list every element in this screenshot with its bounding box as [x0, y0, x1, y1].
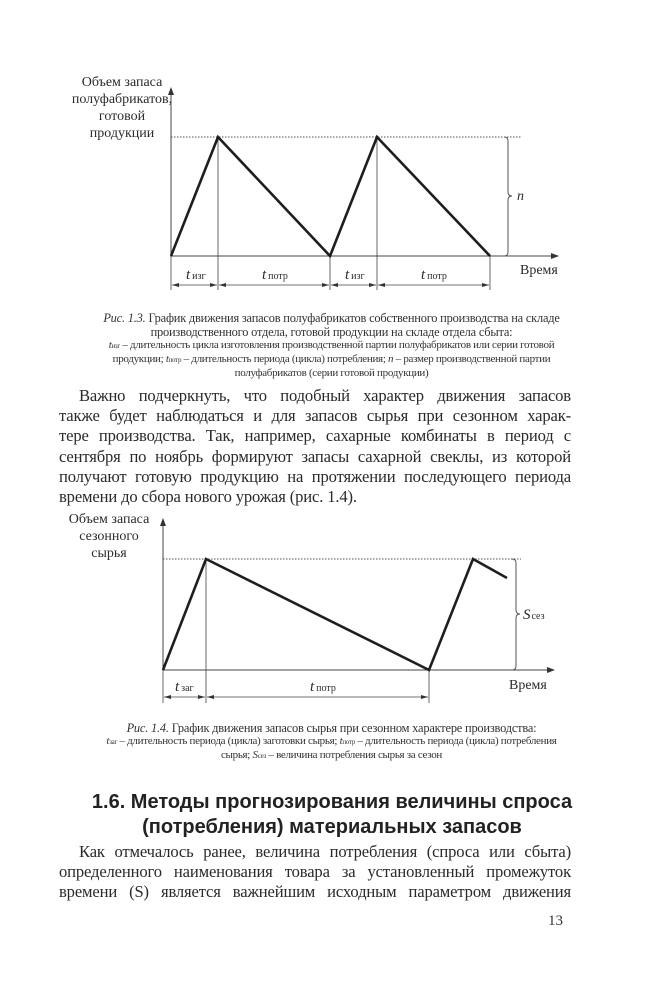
fig13-stock-line: [171, 137, 490, 256]
fig14-caption: Рис. 1.4. График движения запасов сырья при сезонном характере производства: tзаг – длительность периода (цикла) заготовки сырья; tпотр – длительность периода (цикла) потребления сырья; Sсез – величина потребления сырья за сезон: [106, 721, 557, 761]
fig14-caption-prefix: Рис. 1.4.: [126, 721, 169, 735]
fig14-x-axis-label: Время: [509, 678, 547, 693]
fig13-brace-label: n: [517, 189, 524, 204]
page-number: 13: [548, 913, 563, 929]
fig14-interval-2: tпотр: [310, 679, 336, 695]
fig13-brace: [504, 137, 512, 256]
fig14-stock-line: [163, 559, 507, 670]
body-paragraph-1: Важно подчеркнуть, что подобный характер движения запасов также будет наблюдаться и для запасов сырья при сезонном харак- тере производства. Так, например, сахарные комбинаты в период с сентября по ноябрь формируют запасы сахарной свеклы, из которой получают готовую продукцию на протяжении последующего периода времени до сбора нового урожая (рис. 1.4).: [59, 386, 571, 507]
body-paragraph-2: Как отмечалось ранее, величина потребления (спроса или сбыта) определенного наименования товара за установленный промежуток времени (S) является важнейшим исходным параметром движения: [59, 842, 571, 902]
fig13-interval-3: tизг: [345, 267, 365, 283]
fig13-interval-1: tизг: [186, 267, 206, 283]
fig14-y-axis-label: Объем запаса сезонного сырья: [68, 512, 150, 561]
fig13-interval-4: tпотр: [421, 267, 447, 283]
fig13-y-axis-label: Объем запаса полуфабрикатов, готовой продукции: [71, 75, 173, 141]
fig13-caption-prefix: Рис. 1.3.: [103, 311, 146, 325]
fig13-chart-svg: [0, 0, 663, 300]
fig14-interval-1: tзаг: [175, 679, 194, 695]
fig14-brace-label: Sсез: [523, 607, 545, 623]
fig13-caption: Рис. 1.3. График движения запасов полуфабрикатов собственного производства на складе производственного отдела, готовой продукции на складе отдела сбыта: tизг – длительность цикла изготовления производственной партии полуфабрикатов или серии готовой продукции; tпотр – длительность периода (цикла) потребления; n – размер производственной партии полуфабрикатов (серии готовой продукции): [103, 311, 560, 379]
fig14-brace: [512, 559, 520, 670]
fig13-x-axis-label: Время: [520, 263, 558, 278]
section-heading: 1.6. Методы прогнозирования величины спроса (потребления) материальных запасов: [91, 791, 573, 838]
fig13-interval-2: tпотр: [262, 267, 288, 283]
